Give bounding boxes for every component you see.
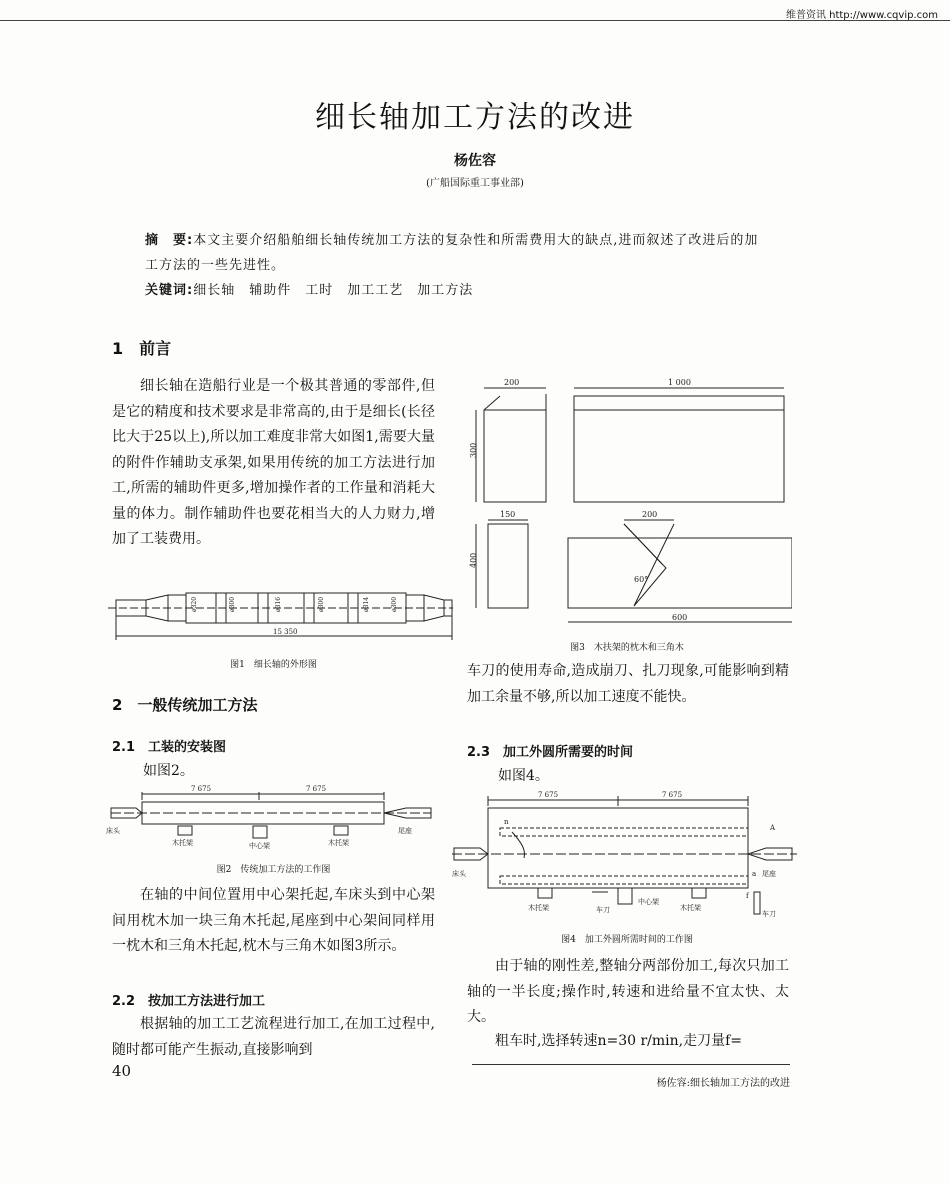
figure-1-shaft	[108, 590, 453, 650]
paper-title: 细长轴加工方法的改进	[315, 100, 635, 135]
fig4-block-left: 木托架	[528, 904, 549, 912]
fig4-dim-left: 7 675	[538, 791, 559, 799]
right-column-continuation: 车刀的使用寿命,造成崩刀、扎刀现象,可能影响到精加工余量不够,所以加工速度不能快。	[467, 663, 789, 705]
fig1-dim-6: ø300	[391, 596, 398, 612]
figure-3-wood-blocks	[462, 374, 792, 634]
fig2-center-rest: 中心架	[249, 842, 270, 850]
page-number: 40	[112, 1062, 132, 1080]
abstract-text: 本文主要介绍船舶细长轴传统加工方法的复杂性和所需费用大的缺点,进而叙述了改进后的加工方法的一些先进性。	[145, 233, 759, 273]
fig4-dim-right: 7 675	[662, 791, 683, 799]
keywords-label: 关键词:	[145, 283, 194, 298]
section-1-paragraph: 细长轴在造船行业是一个极其普通的零部件,但是它的精度和技术要求是非常高的,由于是细长(长径比大于25以上),所以加工难度非常大如图1,需要大量的附件作辅助支承架,如果用传统的加工方法进行加工,所需的辅助件更多,增加操作者的工作量和消耗大量的体力。制作辅助件也要花相当大的人力财力,增加了工装费用。	[112, 378, 435, 547]
running-title: 杨佐容:细长轴加工方法的改进	[656, 1078, 790, 1089]
fig3-dim-1000: 1 000	[668, 378, 691, 387]
fig2-headstock: 床头	[106, 827, 120, 835]
fig4-block-right: 木托架	[680, 904, 701, 912]
fig1-dim-2: ø300	[229, 596, 236, 612]
section-2-2-heading: 2.2 按加工方法进行加工	[112, 994, 266, 1009]
section-2-3-paragraph: 由于轴的刚性差,整轴分两部份加工,每次只加工轴的一半长度;操作时,转速和进给量不宜太快、太大。	[467, 958, 789, 1025]
figure-3-caption: 图3 木扶架的枕木和三角木	[570, 643, 684, 653]
keywords	[145, 278, 765, 303]
fig1-length: 15 350	[273, 628, 298, 636]
figure-4-caption: 图4 加工外圆所需时间的工作图	[561, 935, 693, 945]
figure-4-machining	[452, 788, 797, 928]
fig4-tool-right: 车刀	[762, 910, 776, 918]
fig4-headstock: 床头	[452, 870, 466, 878]
section-2-1-paragraph: 在轴的中间位置用中心架托起,车床头到中心架间用枕木加一块三角木托起,尾座到中心架间同样用一枕木和三角木托起,枕木与三角木如图3所示。	[112, 887, 435, 954]
fig3-dim-200a: 200	[504, 378, 520, 387]
abstract-block	[145, 228, 765, 303]
paper-affiliation: (广船国际重工事业部)	[426, 178, 524, 189]
footer-divider	[472, 1064, 790, 1065]
fig4-tool-left: 车刀	[596, 906, 610, 914]
section-2-3-text: 如图4。	[498, 768, 549, 784]
section-2-3-heading: 2.3 加工外圆所需要的时间	[467, 745, 634, 760]
keywords-text: 细长轴 辅助件 工时 加工工艺 加工方法	[193, 283, 474, 298]
abstract-label: 摘 要:	[145, 233, 194, 248]
fig3-dim-400: 400	[469, 552, 478, 568]
source-watermark: 维普资讯 http://www.cqvip.com	[785, 10, 938, 21]
paper-author: 杨佐容	[454, 153, 496, 169]
fig4-tailstock: 尾座	[762, 870, 776, 878]
abstract	[145, 228, 765, 278]
fig4-a: a	[752, 870, 757, 878]
fig2-tailstock: 尾座	[398, 827, 412, 835]
fig4-center-rest: 中心架	[638, 898, 659, 906]
fig3-dim-600: 600	[672, 613, 688, 622]
fig3-dim-300: 300	[469, 442, 478, 458]
header-divider	[0, 20, 950, 21]
fig1-dim-1: ø320	[191, 596, 198, 612]
fig4-n: n	[504, 818, 509, 826]
fig3-dim-150: 150	[500, 510, 516, 519]
section-2-2-paragraph: 根据轴的加工工艺流程进行加工,在加工过程中,随时都可能产生振动,直接影响到	[112, 1016, 435, 1058]
section-1-heading: 1 前言	[112, 339, 172, 358]
fig3-dim-200b: 200	[642, 510, 658, 519]
fig2-block-left: 木托架	[172, 839, 193, 847]
section-2-1-text: 如图2。	[143, 763, 194, 779]
fig4-f: f	[746, 892, 749, 900]
section-2-3-paragraph-2: 粗车时,选择转速n=30 r/min,走刀量f=	[495, 1033, 743, 1049]
fig1-dim-3: ø316	[275, 596, 282, 612]
fig2-dim-right: 7 675	[306, 785, 327, 793]
fig3-angle: 60°	[634, 575, 649, 584]
fig2-block-right: 木托架	[328, 839, 349, 847]
figure-2-traditional	[106, 782, 436, 852]
section-2-1-heading: 2.1 工装的安装图	[112, 740, 227, 755]
figure-2-caption: 图2 传统加工方法的工作图	[216, 865, 331, 875]
section-2-heading: 2 一般传统加工方法	[112, 696, 258, 714]
fig4-A: A	[770, 824, 776, 832]
fig1-dim-4: ø300	[318, 596, 325, 612]
fig1-dim-5: ø314	[363, 596, 370, 612]
fig2-dim-left: 7 675	[191, 785, 212, 793]
figure-1-caption: 图1 细长轴的外形图	[230, 660, 317, 670]
